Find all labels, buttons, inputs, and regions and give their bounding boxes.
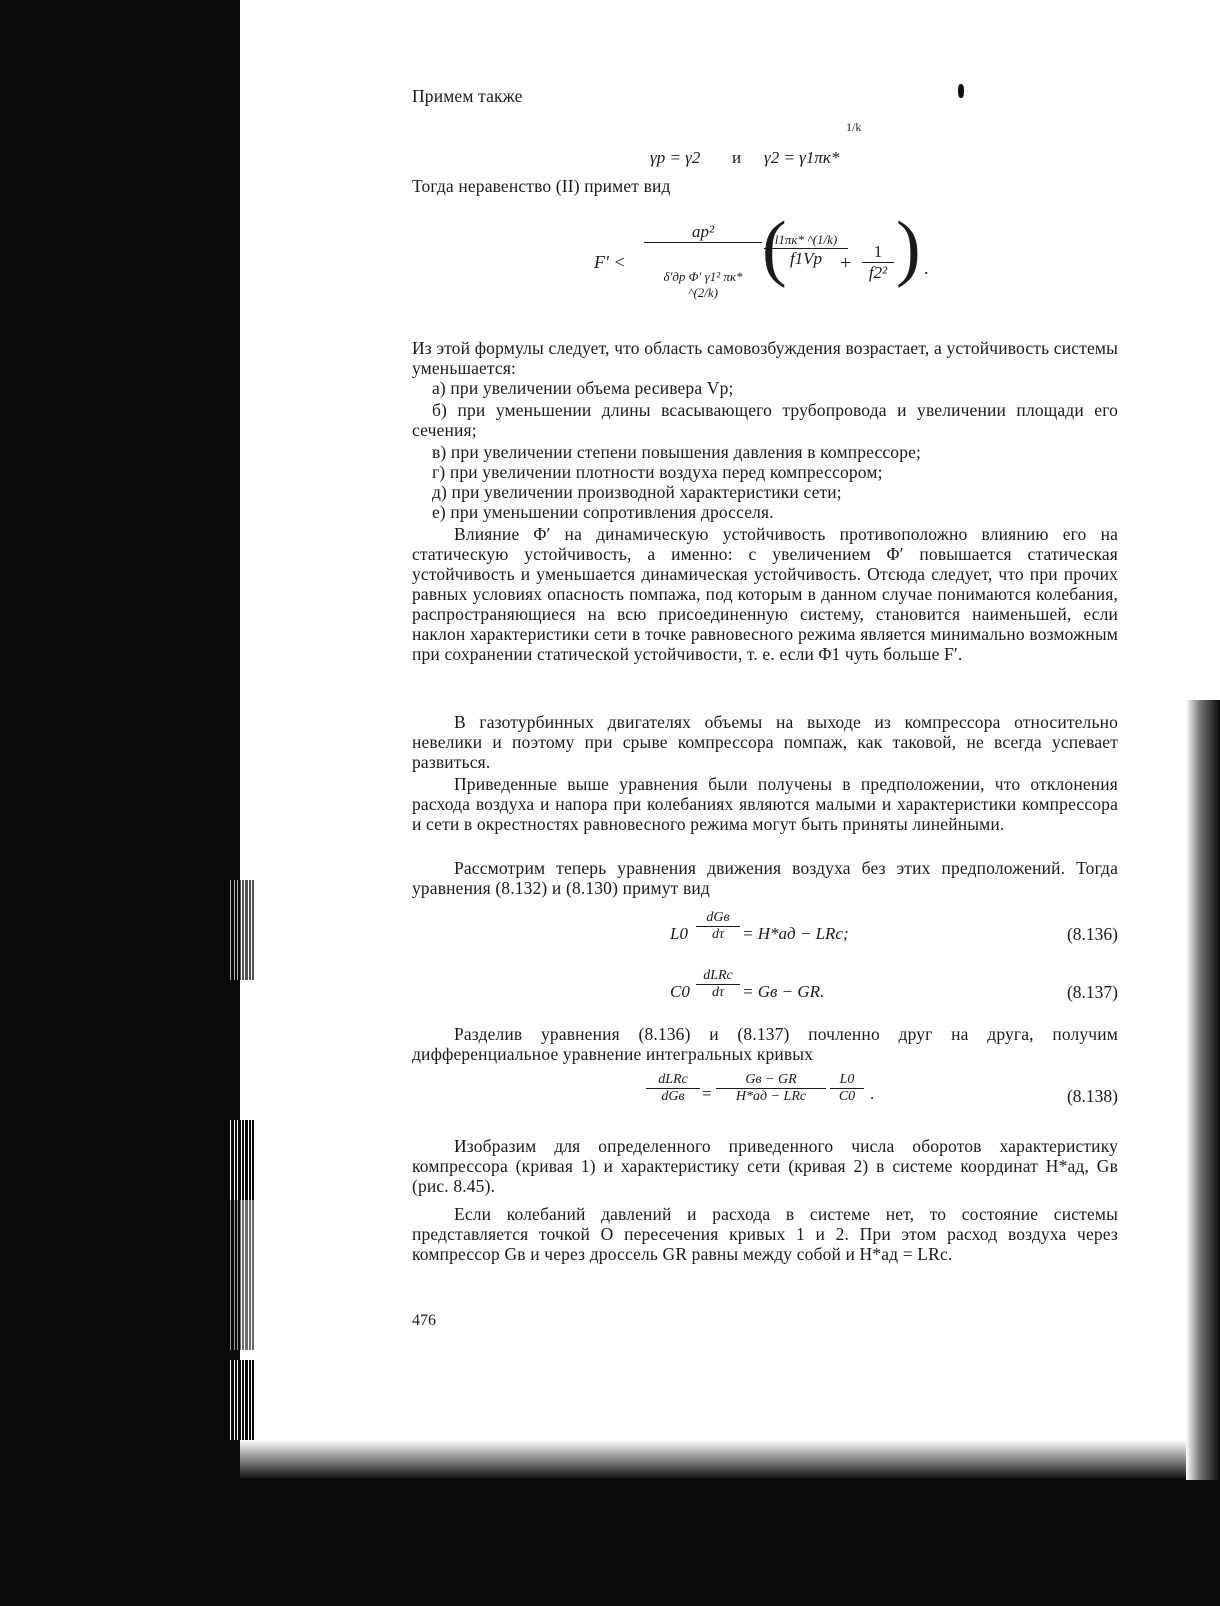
main-numerator: ap² <box>644 222 762 243</box>
equation-8-136 <box>412 906 1118 966</box>
eq138-label: (8.138) <box>1066 1086 1118 1106</box>
list-item-d: д) при увеличении производной характеристики сети; <box>432 482 842 502</box>
eq138-right-fraction <box>830 1072 864 1105</box>
paragraph-8: Если колебаний давлений и расхода в системе нет, то состояние системы представляется точкой O пересечения кривых 1 и 2. При этом расход воздуха через компрессор Gв и через дроссель GR равны между собой и H*ад = LRc. <box>412 1204 1118 1264</box>
intro-text: Примем также <box>412 86 523 106</box>
left-paren: ( <box>762 207 787 289</box>
scan-shadow-left <box>0 0 240 1606</box>
eq138-left-numerator: dLRc <box>646 1072 700 1089</box>
main-denominator: δ′др Φ′ γ1² πк* ^(2/k) <box>663 269 743 300</box>
eq136-numerator: dGв <box>696 910 740 927</box>
term1-denominator: f1Vр <box>789 249 823 268</box>
then-text: Тогда неравенство (II) примет вид <box>412 176 671 196</box>
eq138-right-denominator: C0 <box>838 1089 856 1104</box>
eq138-middle-fraction <box>716 1072 826 1105</box>
term2-numerator: 1 <box>862 242 894 263</box>
eq136-derivative <box>696 910 740 943</box>
binding-marks <box>228 1360 254 1440</box>
term1-numerator: l1πк* ^(1/k) <box>764 232 848 249</box>
eq136-coef: L0 <box>670 924 688 943</box>
equation-8-138 <box>412 1068 1118 1128</box>
equation-8-137 <box>412 964 1118 1024</box>
eq136-denominator: dτ <box>711 927 724 942</box>
scan-shadow-bottom <box>0 1478 1220 1606</box>
right-paren: ) <box>896 207 921 289</box>
gamma-equation <box>412 120 1118 170</box>
eq138-left-fraction <box>646 1072 700 1105</box>
gamma-and: и <box>732 148 742 167</box>
book-page <box>412 80 1118 1450</box>
binding-marks <box>228 880 254 980</box>
eq138-middle-numerator: Gв − GR <box>716 1072 826 1089</box>
eq136-rhs: = H*ад − LRc; <box>742 924 849 943</box>
gamma-left: γр = γ2 <box>650 148 701 167</box>
list-item-a: а) при увеличении объема ресивера Vр; <box>432 378 734 398</box>
binding-marks <box>228 1200 254 1350</box>
inequality-lhs: F′ < <box>594 252 626 272</box>
paragraph-7: Изобразим для определенного приведенного числа оборотов характеристику компрессора (кривая 1) и характеристику сети (кривая 2) в системе координат H*ад, Gв (рис. 8.45). <box>412 1136 1118 1196</box>
eq137-numerator: dLRc <box>696 968 740 985</box>
inequality-end: . <box>924 258 929 278</box>
eq136-label: (8.136) <box>1066 924 1118 944</box>
paragraph-5: Рассмотрим теперь уравнения движения воздуха без этих предположений. Тогда уравнения (8.132) и (8.130) примут вид <box>412 858 1118 898</box>
eq137-coef: C0 <box>670 982 690 1001</box>
inequality-formula <box>412 202 1118 330</box>
eq138-middle-denominator: H*ад − LRc <box>735 1089 807 1104</box>
eq138-end: . <box>870 1084 875 1103</box>
eq137-derivative <box>696 968 740 1001</box>
list-item-b-text: б) при уменьшении длины всасывающего трубопровода и увеличении площади его сечения; <box>412 400 1118 440</box>
term2-denominator: f2² <box>868 263 888 282</box>
paragraph-6: Разделив уравнения (8.136) и (8.137) почленно друг на друга, получим дифференциальное уравнение интегральных кривых <box>412 1024 1118 1064</box>
eq137-denominator: dτ <box>711 985 724 1000</box>
paragraph-1: Из этой формулы следует, что область самовозбуждения возрастает, а устойчивость системы уменьшается: <box>412 338 1118 378</box>
term2-fraction <box>862 242 894 283</box>
inequality-main-fraction <box>644 222 762 301</box>
eq137-rhs: = Gв − GR. <box>742 982 825 1001</box>
term1-fraction <box>764 232 848 269</box>
list-item-e: е) при уменьшении сопротивления дросселя. <box>432 502 774 522</box>
scan-shadow-right <box>1186 700 1220 1480</box>
eq137-label: (8.137) <box>1066 982 1118 1002</box>
plus-sign: + <box>840 252 852 274</box>
gamma-right: γ2 = γ1πк* <box>764 148 840 167</box>
gamma-exponent: 1/k <box>846 120 862 134</box>
eq138-left-denominator: dGв <box>661 1089 685 1104</box>
list-item-v: в) при увеличении степени повышения давления в компрессоре; <box>432 442 922 462</box>
page-number: 476 <box>412 1312 436 1329</box>
eq138-right-numerator: L0 <box>830 1072 864 1089</box>
binding-marks <box>228 1120 254 1200</box>
paragraph-2: Влияние Φ′ на динамическую устойчивость противоположно влиянию его на статическую устойчивость, а именно: с увеличением Φ′ повышается статическая устойчивость и уменьшается динамическая устойчивость. Отсюда следует, что при прочих равных условиях опасность помпажа, под которым в данном случае понимаются колебания, распространяющиеся на всю присоединенную систему, становится наименьшей, если наклон характеристики сети в точке равновесного режима является минимально возможным при сохранении статической устойчивости, т. е. если Φ1 чуть больше F′. <box>412 524 1118 664</box>
paragraph-3: В газотурбинных двигателях объемы на выходе из компрессора относительно невелики и поэтому при срыве компрессора помпаж, как таковой, не всегда успевает развиться. <box>412 712 1118 772</box>
list-item-b <box>412 400 1118 440</box>
paragraph-4: Приведенные выше уравнения были получены в предположении, что отклонения расхода воздуха и напора при колебаниях являются малыми и характеристики компрессора и сети в окрестностях равновесного режима могут быть приняты линейными. <box>412 774 1118 834</box>
eq138-equals: = <box>702 1084 712 1103</box>
list-item-g: г) при увеличении плотности воздуха перед компрессором; <box>432 462 883 482</box>
